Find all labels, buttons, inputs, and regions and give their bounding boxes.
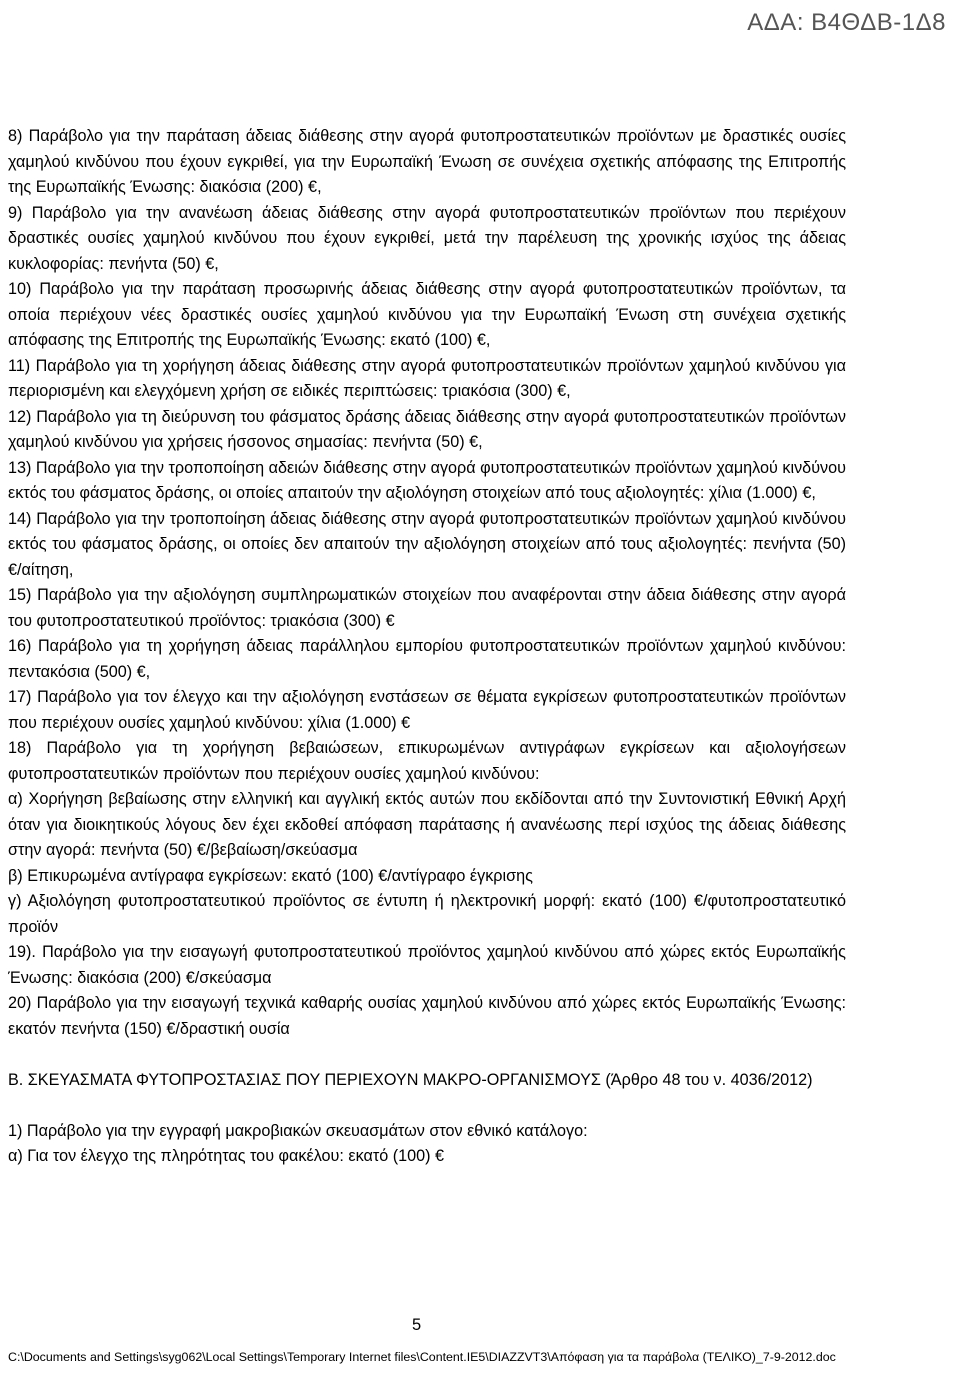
paragraph-item-13: 13) Παράβολο για την τροποποίηση αδειών διάθεσης στην αγορά φυτοπροστατευτικών προϊόντων χαμηλού κινδύνου εκτός του φάσματος δράσης, οι οποίες απαιτούν την αξιολόγηση στοιχείων από τους αξιολογητές: χίλια (1.000) €,	[8, 458, 846, 502]
paragraph-item-12: 12) Παράβολο για τη διεύρυνση του φάσματος δράσης άδειας διάθεσης στην αγορά φυτοπροστατευτικών προϊόντων χαμηλού κινδύνου για χρήσεις ήσσονος σημασίας: πενήντα (50) €,	[8, 407, 846, 451]
document-body	[8, 124, 846, 1170]
paragraph-item-14: 14) Παράβολο για την τροποποίηση άδειας διάθεσης στην αγορά φυτοπροστατευτικών προϊόντων χαμηλού κινδύνου εκτός του φάσματος δράσης, οι οποίες δεν απαιτούν την αξιολόγηση στοιχείων από τους αξιολογητές: πενήντα (50) €/αίτηση,	[8, 509, 846, 579]
paragraph-item-18: 18) Παράβολο για τη χορήγηση βεβαιώσεων, επικυρωμένων αντιγράφων εγκρίσεων και αξιολογήσεων φυτοπροστατευτικών προϊόντων που περιέχουν ουσίες χαμηλού κινδύνου:	[8, 739, 846, 783]
document-file-path: C:\Documents and Settings\syg062\Local Settings\Temporary Internet files\Content.IE5\DIAZZVT3\Απόφαση για τα παράβολα (ΤΕΛΙΚΟ)_7-9-2012.doc	[8, 1350, 836, 1364]
paragraph-item-11: 11) Παράβολο για τη χορήγηση άδειας διάθεσης στην αγορά φυτοπροστατευτικών προϊόντων χαμηλού κινδύνου για περιορισμένη και ελεγχόμενη χρήση σε ειδικές περιπτώσεις: τριακόσια (300) €,	[8, 356, 846, 400]
paragraph-item-15: 15) Παράβολο για την αξιολόγηση συμπληρωματικών στοιχείων που αναφέρονται στην άδεια διάθεσης στην αγορά του φυτοπροστατευτικού προϊόντος: τριακόσια (300) €	[8, 586, 846, 630]
paragraph-item-19: 19). Παράβολο για την εισαγωγή φυτοπροστατευτικού προϊόντος χαμηλού κινδύνου από χώρες εκτός Ευρωπαϊκής Ένωσης: διακόσια (200) €/σκεύασμα	[8, 943, 846, 987]
paragraph-item-20: 20) Παράβολο για την εισαγωγή τεχνικά καθαρής ουσίας χαμηλού κινδύνου από χώρες εκτός Ευρωπαϊκής Ένωσης: εκατόν πενήντα (150) €/δραστική ουσία	[8, 994, 846, 1038]
section-spacer	[8, 1093, 846, 1119]
page-number: 5	[412, 1316, 422, 1334]
paragraph-item-16: 16) Παράβολο για τη χορήγηση άδειας παράλληλου εμπορίου φυτοπροστατευτικών προϊόντων χαμηλού κινδύνου: πεντακόσια (500) €,	[8, 637, 846, 681]
section-b-item-1: 1) Παράβολο για την εγγραφή μακροβιακών σκευασμάτων στον εθνικό κατάλογο:	[8, 1121, 588, 1140]
paragraph-item-9: 9) Παράβολο για την ανανέωση άδειας διάθεσης στην αγορά φυτοπροστατευτικών προϊόντων που περιέχουν δραστικές ουσίες χαμηλού κινδύνου που έχουν εγκριθεί, μετά την παρέλευση της χρονικής ισχύος της άδειας κυκλοφορίας: πενήντα (50) €,	[8, 203, 846, 273]
section-b-item-1a: α) Για τον έλεγχο της πληρότητας του φακέλου: εκατό (100) €	[8, 1147, 445, 1165]
paragraph-item-18c: γ) Αξιολόγηση φυτοπροστατευτικού προϊόντος σε έντυπη ή ηλεκτρονική μορφή: εκατό (100) €/φυτοπροστατευτικό προϊόν	[8, 892, 846, 936]
paragraph-item-18a: α) Χορήγηση βεβαίωσης στην ελληνική και αγγλική εκτός αυτών που εκδίδονται από την Συντονιστική Εθνική Αρχή όταν για διοικητικούς λόγους δεν έχει εκδοθεί απόφαση παράτασης ή ανανέωσης περί ισχύος της άδειας διάθεσης στην αγορά: πενήντα (50) €/βεβαίωση/σκεύασμα	[8, 790, 846, 859]
section-b-heading: Β. ΣΚΕΥΑΣΜΑΤΑ ΦΥΤΟΠΡΟΣΤΑΣΙΑΣ ΠΟΥ ΠΕΡΙΕΧΟΥΝ ΜΑΚΡΟ-ΟΡΓΑΝΙΣΜΟΥΣ (Άρθρο 48 του ν. 4036/2012)	[8, 1070, 813, 1089]
paragraph-item-8: 8) Παράβολο για την παράταση άδειας διάθεσης στην αγορά φυτοπροστατευτικών προϊόντων με δραστικές ουσίες χαμηλού κινδύνου που έχουν εγκριθεί, για την Ευρωπαϊκή Ένωση σε συνέχεια σχετικής απόφασης της Επιτροπής της Ευρωπαϊκής Ένωσης: διακόσια (200) €,	[8, 127, 846, 196]
ada-identifier: ΑΔΑ: Β4ΘΔΒ-1Δ8	[747, 9, 946, 36]
paragraph-item-17: 17) Παράβολο για τον έλεγχο και την αξιολόγηση ενστάσεων σε θέματα εγκρίσεων φυτοπροστατευτικών προϊόντων που περιέχουν ουσίες χαμηλού κινδύνου: χίλια (1.000) €	[8, 688, 846, 732]
paragraph-item-18b: β) Επικυρωμένα αντίγραφα εγκρίσεων: εκατό (100) €/αντίγραφο έγκρισης	[8, 866, 533, 885]
paragraph-item-10: 10) Παράβολο για την παράταση προσωρινής άδειας διάθεσης στην αγορά φυτοπροστατευτικών προϊόντων, τα οποία περιέχουν νέες δραστικές ουσίες χαμηλού κινδύνου για την Ευρωπαϊκή Ένωση στη συνέχεια σχετικής απόφασης της Επιτροπής της Ευρωπαϊκής Ένωσης: εκατό (100) €,	[8, 280, 846, 349]
section-spacer	[8, 1042, 846, 1068]
